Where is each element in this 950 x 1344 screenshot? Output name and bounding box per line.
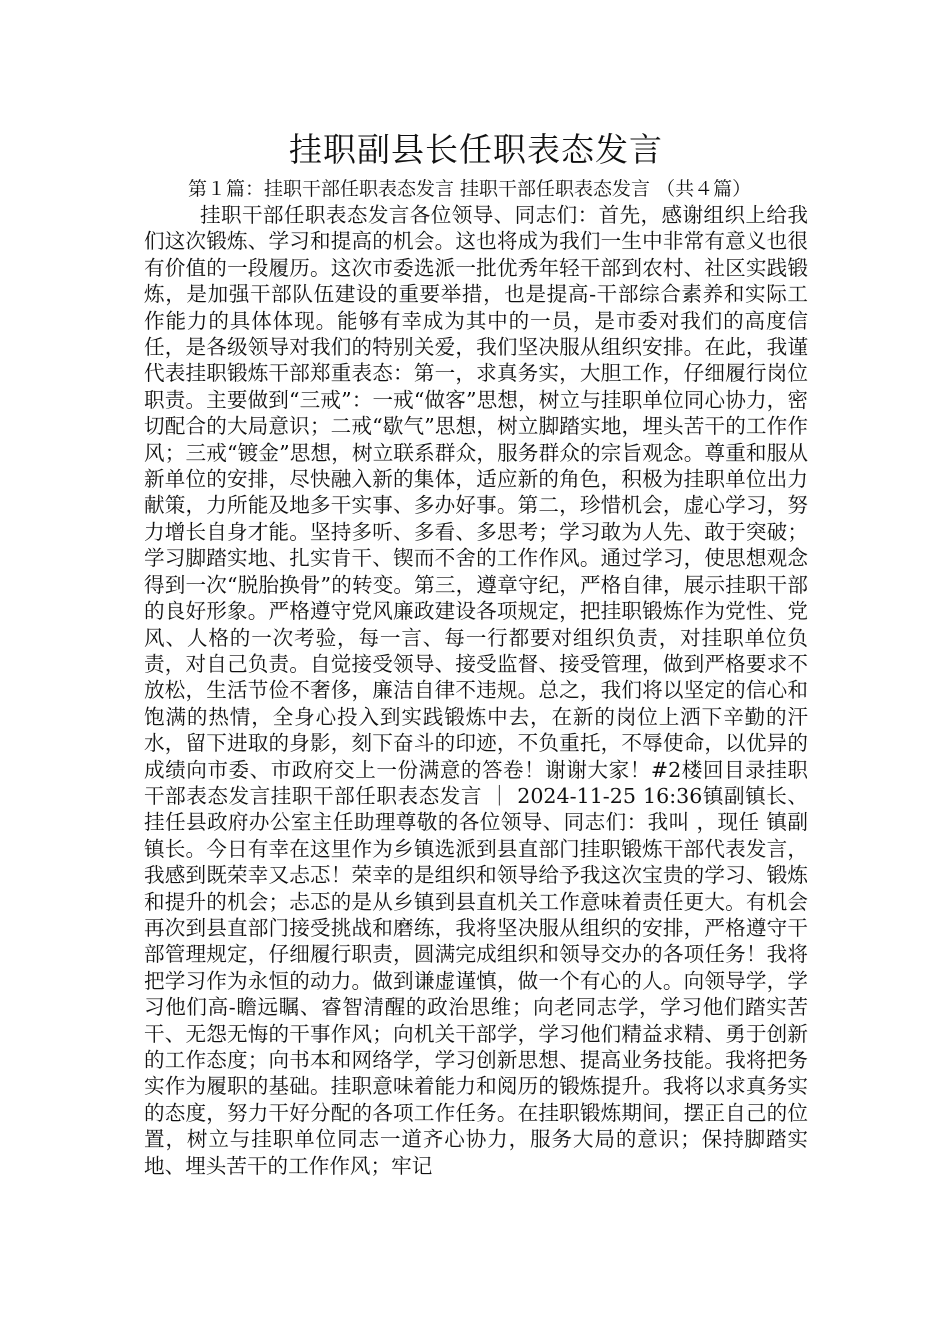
document-title: 挂职副县长任职表态发言 (289, 130, 663, 169)
document-page (144, 128, 808, 1179)
document-subtitle: 第１篇：挂职干部任职表态发言 挂职干部任职表态发言 （共４篇） (188, 178, 752, 200)
document-body: 挂职干部任职表态发言各位领导、同志们：首先，感谢组织上给我们这次锻炼、学习和提高的机会。这也将成为我们一生中非常有意义也很有价值的一段履历。这次市委选派一批优秀年轻干部到农村、社区实践锻炼，是加强干部队伍建设的重要举措，也是提高-干部综合素养和实际工作能力的具体体现。能够有幸成为其中的一员，是市委对我们的高度信任，是各级领导对我们的特别关爱，我们坚决服从组织安排。在此，我谨代表挂职锻炼干部郑重表态：第一，求真务实，大胆工作，仔细履行岗位职责。主要做到“三戒”：一戒“做客”思想，树立与挂职单位同心协力，密切配合的大局意识；二戒“歇气”思想，树立脚踏实地，埋头苦干的工作作风；三戒“镀金”思想，树立联系群众，服务群众的宗旨观念。尊重和服从新单位的安排，尽快融入新的集体，适应新的角色，积极为挂职单位出力献策，力所能及地多干实事、多办好事。第二，珍惜机会，虚心学习，努力增长自身才能。坚持多听、多看、多思考；学习敢为人先、敢于突破；学习脚踏实地、扎实肯干、锲而不舍的工作作风。通过学习，使思想观念得到一次“脱胎换骨”的转变。第三，遵章守纪，严格自律，展示挂职干部的良好形象。严格遵守党风廉政建设各项规定，把挂职锻炼作为党性、党风、人格的一次考验，每一言、每一行都要对组织负责，对挂职单位负责，对自己负责。自觉接受领导、接受监督、接受管理，做到严格要求不放松，生活节俭不奢侈，廉洁自律不违规。总之，我们将以坚定的信心和饱满的热情，全身心投入到实践锻炼中去，在新的岗位上洒下辛勤的汗水，留下进取的身影，刻下奋斗的印迹，不负重托，不辱使命，以优异的成绩向市委、市政府交上一份满意的答卷！谢谢大家！#2楼回目录挂职干部表态发言挂职干部任职表态发言 ｜ 2024-11-25 16:36镇副镇长、挂任县政府办公室主任助理尊敬的各位领导、同志们：我叫 ，现任 镇副镇长。今日有幸在这里作为乡镇选派到县直部门挂职锻炼干部代表发言，我感到既荣幸又忐忑！荣幸的是组织和领导给予我这次宝贵的学习、锻炼和提升的机会；忐忑的是从乡镇到县直机关工作意味着责任更大。有机会再次到县直部门接受挑战和磨练，我将坚决服从组织的安排，严格遵守干部管理规定，仔细履行职责，圆满完成组织和领导交办的各项任务！我将把学习作为永恒的动力。做到谦虚谨慎，做一个有心的人。向领导学，学习他们高-瞻远瞩、睿智清醒的政治思维；向老同志学，学习他们踏实苦干、无怨无悔的干事作风；向机关干部学，学习他们精益求精、勇于创新的工作态度；向书本和网络学，学习创新思想、提高业务技能。我将把务实作为履职的基础。挂职意味着能力和阅历的锻炼提升。我将以求真务实的态度，努力干好分配的各项工作任务。在挂职锻炼期间，摆正自己的位置，树立与挂职单位同志一道齐心协力，服务大局的意识；保持脚踏实地、埋头苦干的工作作风；牢记 (144, 203, 808, 1178)
